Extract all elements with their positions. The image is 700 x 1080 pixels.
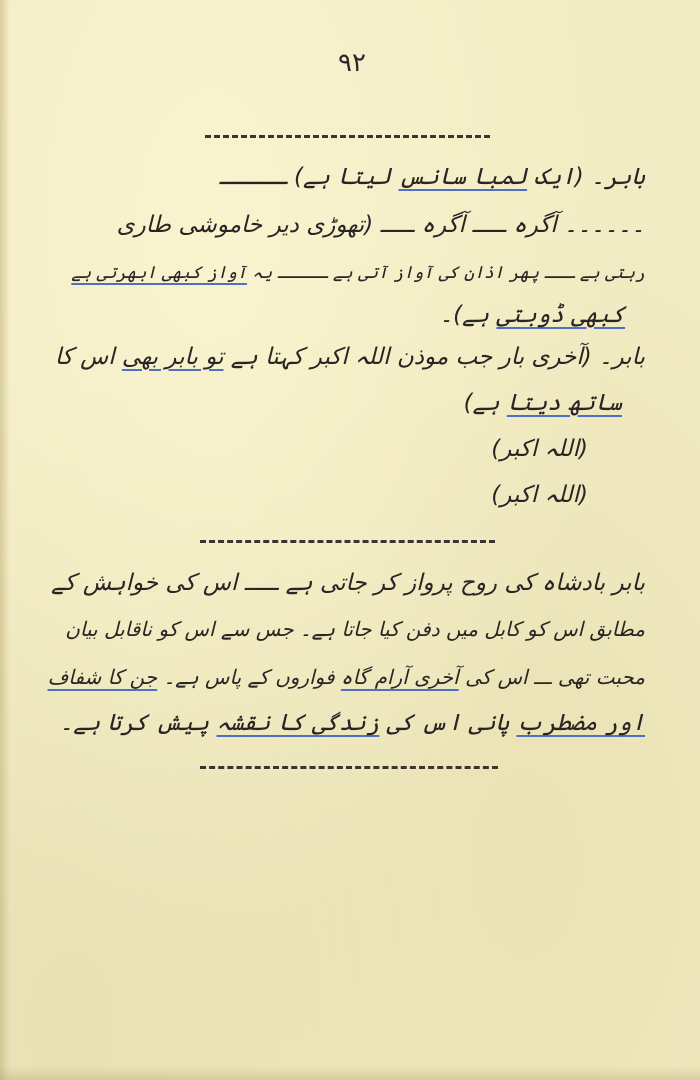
page-bottom-shadow: [0, 1066, 700, 1080]
text-line-4: [440, 298, 625, 334]
text-segment: مطابق اس کو کابل میں دفن کیا جاتا ہے۔ جس سے اس کو ناقابل بیان: [65, 617, 645, 641]
underlined-phrase: جن کا شفاف: [47, 665, 158, 689]
text-segment: ہے)۔: [439, 302, 497, 328]
underlined-phrase: آواز کبھی ابھرتی ہے: [71, 263, 247, 283]
text-line-7: [491, 432, 588, 468]
middle-divider: [200, 540, 495, 543]
text-line-9: [51, 566, 645, 602]
text-segment: ہے): [463, 390, 507, 416]
text-segment: (اللہ اکبر): [491, 436, 588, 462]
text-segment: بابر۔ (ایک: [527, 164, 645, 190]
text-line-11: [48, 660, 645, 696]
underlined-phrase: کبھی ڈوبتی: [496, 302, 625, 328]
text-segment: اس کا: [54, 344, 122, 370]
underlined-phrase: لمبا سانس: [398, 164, 528, 190]
text-line-5: [55, 340, 645, 376]
underlined-phrase: زندگی کا نقشہ: [216, 710, 380, 736]
text-segment: ۔۔۔۔۔۔ آگرہ ـــــ آگرہ ـــــ (تھوڑی دیر خاموشی طاری: [116, 212, 645, 238]
text-line-12: [60, 706, 645, 742]
text-segment: بابر بادشاہ کی روح پرواز کر جاتی ہے ـــــ اس کی خواہش کے: [51, 570, 645, 596]
page-edge-shadow: [0, 0, 10, 1080]
top-divider: [205, 135, 490, 138]
underlined-phrase: تو بابر بھی: [121, 344, 224, 370]
page-number: ۹۲: [338, 48, 366, 78]
underlined-phrase: اور مضطرب: [516, 710, 645, 736]
text-line-8: [491, 478, 588, 514]
text-segment: (اللہ اکبر): [491, 482, 588, 508]
text-segment: پانی اس کی: [379, 710, 517, 736]
text-segment: فواروں کے پاس ہے۔: [157, 665, 341, 689]
text-line-10: [65, 612, 645, 648]
underlined-phrase: آخری آرام گاہ: [340, 665, 459, 689]
underlined-phrase: ساتھ دیتا: [506, 390, 622, 416]
text-segment: لیتا ہے) ـــــ: [219, 164, 399, 190]
text-line-1: [219, 160, 645, 196]
text-segment: بابر۔ (آخری بار جب موذن اللہ اکبر کہتا ہے: [223, 344, 645, 370]
text-line-2: [117, 208, 645, 244]
text-segment: پیش کرتا ہے۔: [59, 710, 217, 736]
text-segment: رہتی ہے ـــ پھر اذان کی آواز آتی ہے ـــــ یہ: [246, 263, 645, 283]
text-line-3: [71, 256, 645, 292]
text-segment: محبت تھی ـــ اس کی: [458, 665, 645, 689]
text-line-6: [464, 386, 622, 422]
bottom-divider: [200, 766, 498, 769]
